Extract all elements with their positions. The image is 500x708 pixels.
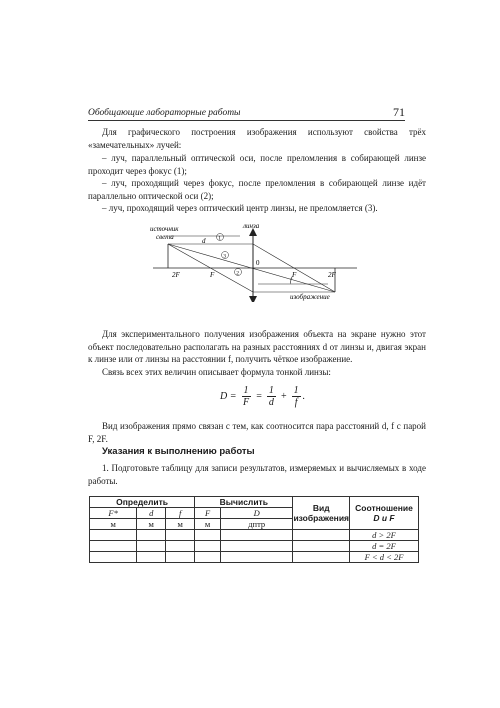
formula-lhs: D =: [220, 390, 237, 402]
formula-eq: =: [255, 390, 263, 402]
ratio-cell: d = 2F: [350, 541, 419, 552]
unit-cell: м: [195, 519, 221, 530]
formula-intro: Связь всех этих величин описывает формула тонкой линзы:: [102, 367, 331, 377]
unit-cell: м: [166, 519, 195, 530]
ratio-cell: d > 2F: [350, 530, 419, 541]
source-label-2: света: [156, 233, 174, 241]
fraction-1-over-F: $\frac{1}{F}$: [242, 385, 250, 408]
twof-left-label: 2F: [172, 271, 180, 279]
ray-1-number: 1: [218, 235, 222, 242]
unit-cell: дптр: [220, 519, 293, 530]
thin-lens-formula: D = $\frac{1}{F}$ = $\frac{1}{d}$ + $\frac{1}{f}$ .: [220, 385, 306, 408]
table-row: [90, 552, 419, 563]
col-F: F: [195, 508, 221, 519]
fraction-1-over-d: $\frac{1}{d}$: [268, 385, 274, 408]
header-compute: Вычислить: [195, 497, 293, 508]
experiment-paragraph: Для экспериментального получения изображения объекта на экране нужно этот объект последовательно располагать на разных расстояниях d от линзы и, двигая экран к линзе или от линзы на расстоянии f, получить чёткое изображение.: [88, 329, 426, 365]
source-label-1: источник: [150, 225, 179, 233]
twof-right-label: 2F: [328, 271, 336, 279]
image-type-paragraph: Вид изображения прямо связан с тем, как соотносится пара расстояний d, f с парой F, 2F.: [88, 421, 426, 444]
ray-3-paragraph: – луч, проходящий через оптический центр линзы, не преломляется (3).: [102, 203, 378, 213]
table-row: [90, 541, 419, 552]
unit-cell: м: [90, 519, 137, 530]
running-title: Обобщающие лабораторные работы: [88, 108, 241, 118]
focus-right-label: F: [292, 271, 297, 279]
lens-label: линза: [243, 222, 260, 230]
page-number: 71: [393, 105, 405, 119]
header-ratio: Соотношение D и F: [350, 497, 419, 530]
formula-plus: +: [280, 390, 288, 402]
lens-arrow-bottom: [249, 296, 257, 302]
instructions-step-1: 1. Подготовьте таблицу для записи результатов, измеряемых и вычисляемых в ходе работы.: [88, 463, 426, 486]
col-f: f: [166, 508, 195, 519]
col-d: d: [137, 508, 166, 519]
table-row: [90, 530, 419, 541]
ray-2-paragraph: – луч, проходящий через фокус, после преломления в собирающей линзе идёт параллельно оптической оси (2);: [88, 178, 426, 201]
ray-1-paragraph: – луч, параллельный оптической оси, после преломления в собирающей линзе проходит через фокус (1);: [88, 153, 426, 176]
page-header: [88, 105, 405, 121]
focus-left-label: F: [210, 271, 215, 279]
ray-2-number: 2: [236, 270, 240, 277]
ratio-cell: F < d < 2F: [350, 552, 419, 563]
header-determine: Определить: [90, 497, 195, 508]
col-f-star: F*: [90, 508, 137, 519]
fraction-1-over-f: $\frac{1}{f}$: [293, 385, 299, 408]
header-view: Вид изображения: [293, 497, 350, 530]
ray-3-number: 3: [223, 253, 227, 260]
image-label: изображение: [290, 293, 330, 301]
lens-ray-diagram: [150, 222, 360, 302]
f-label: f: [290, 276, 292, 284]
col-D: D: [220, 508, 293, 519]
center-label: 0: [256, 259, 260, 267]
d-label: d: [202, 237, 206, 245]
results-table: [89, 496, 419, 563]
table-header-row: [90, 497, 419, 508]
unit-cell: м: [137, 519, 166, 530]
instructions-heading: Указания к выполнению работы: [102, 446, 255, 457]
intro-paragraph: Для графического построения изображения используют свойства трёх «замечательных» лучей:: [88, 127, 426, 150]
